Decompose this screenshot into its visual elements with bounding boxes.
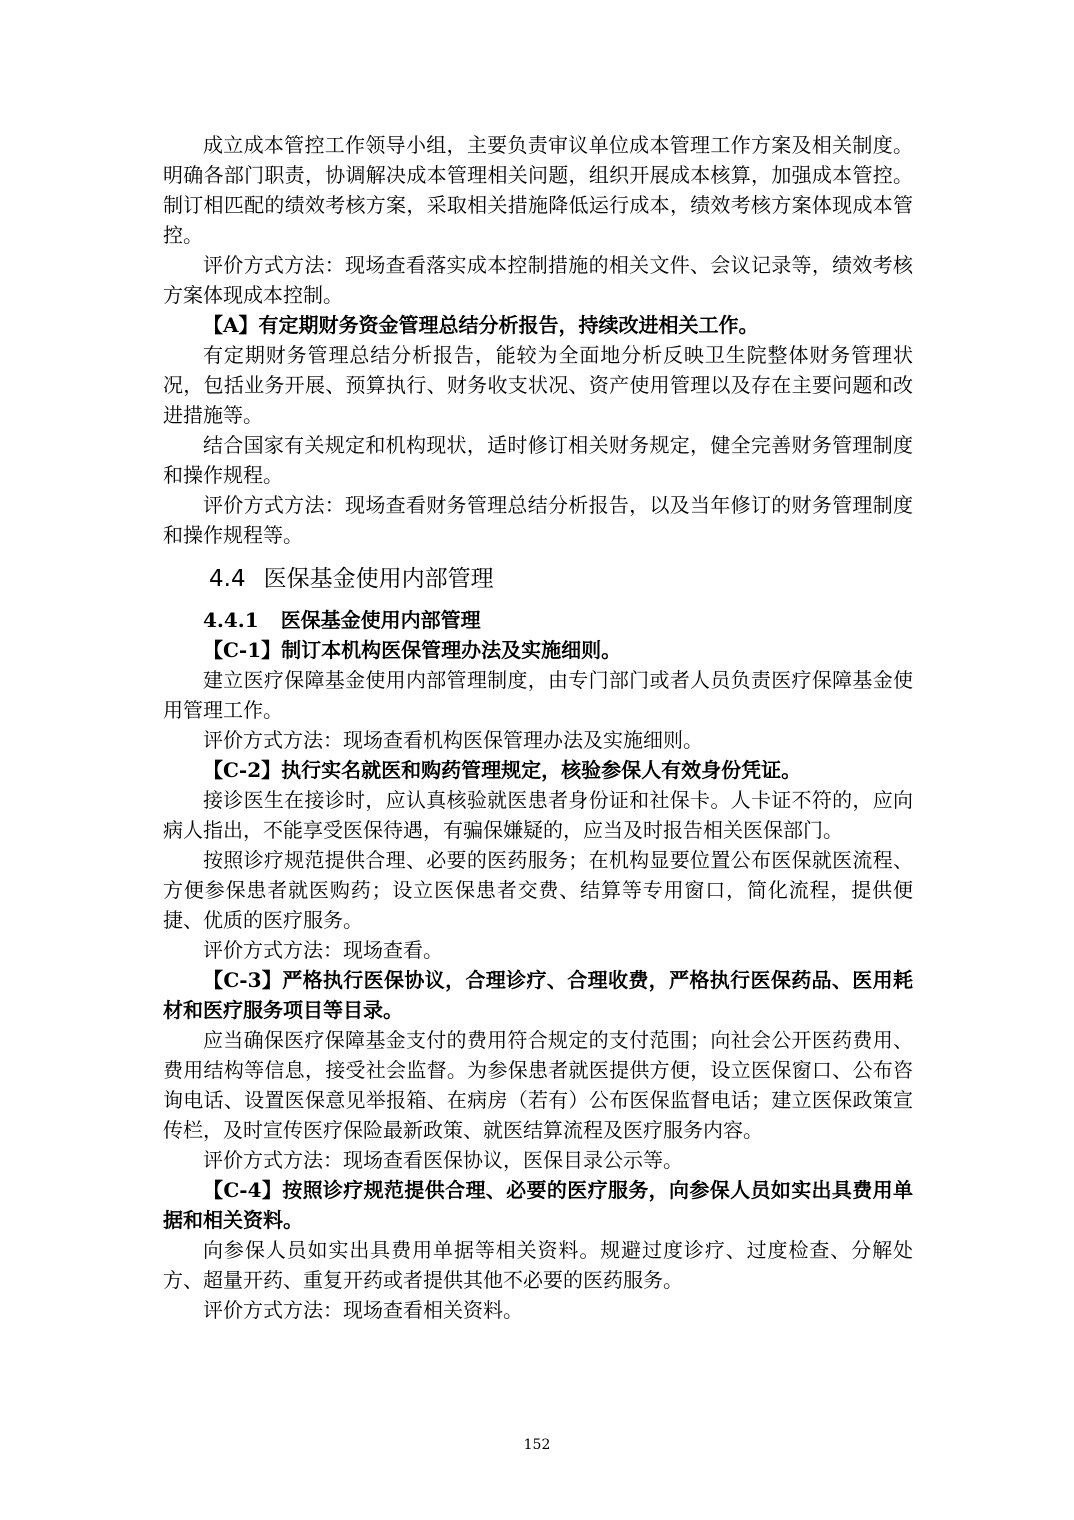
paragraph: 结合国家有关规定和机构现状，适时修订相关财务规定，健全完善财务管理制度和操作规程。 bbox=[163, 433, 913, 487]
paragraph: 评价方式方法：现场查看落实成本控制措施的相关文件、会议记录等，绩效考核方案体现成本控制。 bbox=[163, 253, 913, 307]
paragraph: 评价方式方法：现场查看相关资料。 bbox=[203, 1298, 523, 1322]
paragraph: 有定期财务管理总结分析报告，能较为全面地分析反映卫生院整体财务管理状况，包括业务开展、预算执行、财务收支状况、资产使用管理以及存在主要问题和改进措施等。 bbox=[163, 343, 913, 427]
paragraph: 评价方式方法：现场查看。 bbox=[203, 938, 443, 962]
subsection-title: 医保基金使用内部管理 bbox=[280, 608, 481, 632]
paragraph: 向参保人员如实出具费用单据等相关资料。规避过度诊疗、过度检查、分解处方、超量开药、重复开药或者提供其他不必要的医药服务。 bbox=[163, 1238, 913, 1292]
subsection-heading bbox=[163, 605, 913, 635]
criterion-heading-c1: 【C-1】制订本机构医保管理办法及实施细则。 bbox=[203, 638, 622, 662]
section-heading bbox=[163, 562, 913, 596]
paragraph: 成立成本管控工作领导小组，主要负责审议单位成本管理工作方案及相关制度。明确各部门职责，协调解决成本管理相关问题，组织开展成本核算，加强成本管控。制订相匹配的绩效考核方案，采取相关措施降低运行成本，绩效考核方案体现成本管控。 bbox=[163, 133, 913, 247]
criterion-heading-c2: 【C-2】执行实名就医和购药管理规定，核验参保人有效身份凭证。 bbox=[203, 758, 802, 782]
paragraph: 评价方式方法：现场查看财务管理总结分析报告，以及当年修订的财务管理制度和操作规程等。 bbox=[163, 493, 913, 547]
paragraph: 接诊医生在接诊时，应认真核验就医患者身份证和社保卡。人卡证不符的，应向病人指出，不能享受医保待遇，有骗保嫌疑的，应当及时报告相关医保部门。 bbox=[163, 788, 913, 842]
subsection-number: 4.4.1 bbox=[203, 608, 259, 632]
paragraph: 应当确保医疗保障基金支付的费用符合规定的支付范围；向社会公开医药费用、费用结构等信息，接受社会监督。为参保患者就医提供方便，设立医保窗口、公布咨询电话、设置医保意见举报箱、在病房（若有）公布医保监督电话；建立医保政策宣传栏，及时宣传医疗保险最新政策、就医结算流程及医疗服务内容。 bbox=[163, 1028, 913, 1142]
paragraph: 按照诊疗规范提供合理、必要的医药服务；在机构显要位置公布医保就医流程、方便参保患者就医购药；设立医保患者交费、结算等专用窗口，简化流程，提供便捷、优质的医疗服务。 bbox=[163, 848, 913, 932]
section-number: 4.4 bbox=[209, 566, 246, 592]
paragraph: 评价方式方法：现场查看医保协议，医保目录公示等。 bbox=[203, 1148, 683, 1172]
criterion-heading-c3: 【C-3】严格执行医保协议，合理诊疗、合理收费，严格执行医保药品、医用耗材和医疗服务项目等目录。 bbox=[163, 968, 913, 1022]
criterion-heading-c4: 【C-4】按照诊疗规范提供合理、必要的医疗服务，向参保人员如实出具费用单据和相关资料。 bbox=[163, 1178, 913, 1232]
paragraph: 评价方式方法：现场查看机构医保管理办法及实施细则。 bbox=[203, 728, 703, 752]
paragraph: 建立医疗保障基金使用内部管理制度，由专门部门或者人员负责医疗保障基金使用管理工作。 bbox=[163, 668, 913, 722]
document-body bbox=[163, 130, 913, 1325]
criterion-heading-a: 【A】有定期财务资金管理总结分析报告，持续改进相关工作。 bbox=[203, 313, 759, 337]
page-number: 152 bbox=[523, 1437, 551, 1453]
section-title: 医保基金使用内部管理 bbox=[263, 566, 494, 592]
